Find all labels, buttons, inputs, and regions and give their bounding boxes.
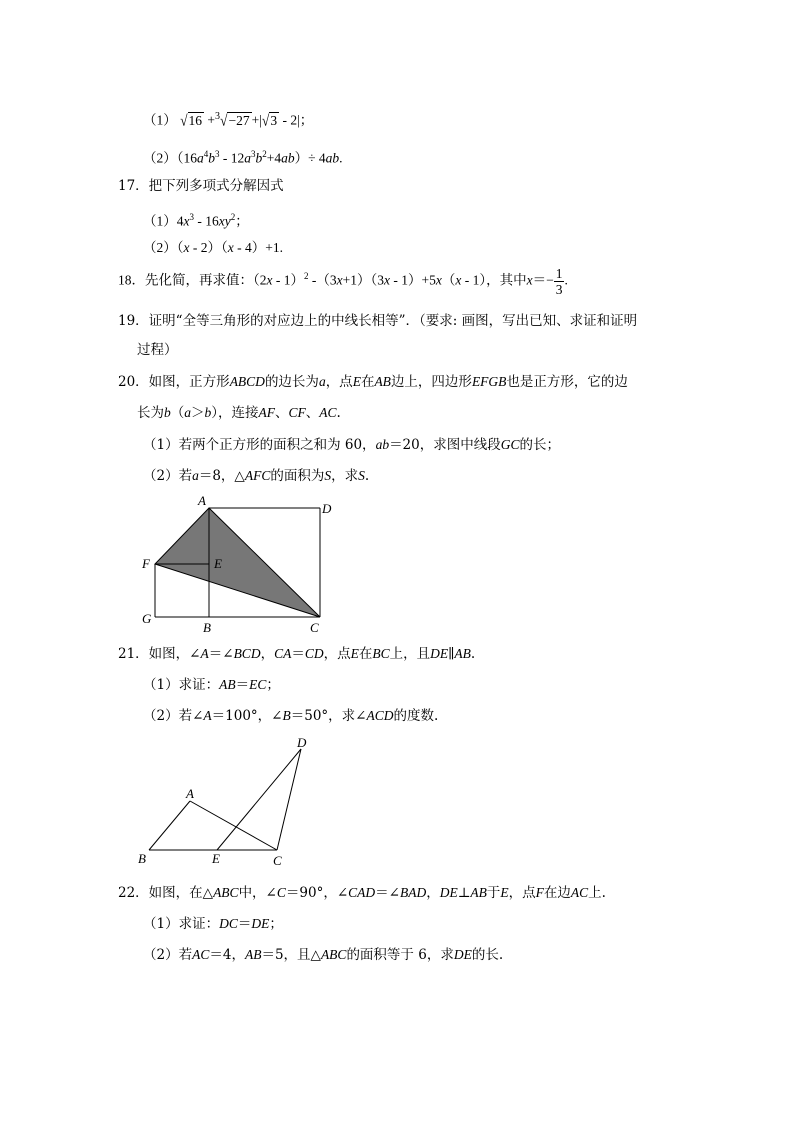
t: （1）求证：: [143, 916, 220, 932]
expr: .: [564, 272, 568, 288]
part-number: （2）（: [143, 240, 184, 255]
t: 在边: [543, 885, 571, 901]
part-number: （2）: [143, 150, 177, 166]
expr: - 1）+5: [390, 272, 436, 288]
v: CD: [304, 646, 324, 661]
t: 的面积为: [270, 468, 325, 484]
t: .: [336, 405, 341, 421]
frac-den: 3: [555, 282, 563, 297]
var: ab: [325, 150, 340, 166]
v: DE: [430, 646, 449, 661]
q16-part2: [143, 145, 343, 168]
t: ，: [260, 646, 275, 662]
expr: - 1），其中: [461, 272, 527, 288]
q16-part1: [143, 108, 313, 130]
t: （1）求证：: [143, 677, 220, 693]
segment-ac: [190, 801, 277, 850]
q17-part1: [143, 208, 249, 231]
v: AB: [244, 947, 262, 962]
fraction-one-third: [554, 266, 568, 297]
v: EFGB: [471, 374, 507, 389]
expr: - 4）+1.: [233, 240, 283, 255]
v: ABC: [213, 885, 239, 900]
t: 在: [360, 374, 375, 390]
t: （2）若: [143, 947, 193, 963]
expr: ）÷ 4: [294, 150, 326, 166]
t: ＝90°，∠: [285, 885, 349, 901]
part-number: （1）4: [143, 213, 184, 229]
v: ab: [375, 437, 390, 452]
label-a: A: [186, 786, 194, 801]
cuberoot-value: −27: [228, 112, 250, 128]
t: ＝100°，∠: [211, 708, 283, 724]
t: 20．如图，正方形: [118, 374, 230, 390]
v: DE: [251, 916, 270, 931]
t: ＝4，: [209, 947, 245, 963]
t: 21．如图，∠: [118, 646, 201, 662]
expr: ＝−: [532, 272, 554, 288]
expr: 18．先化简，再求值：（2: [118, 272, 267, 288]
q22-part1: [143, 915, 283, 933]
exp: 3: [215, 149, 220, 159]
t: ＝: [235, 677, 250, 693]
v: A: [203, 708, 212, 723]
v: ABC: [320, 947, 347, 962]
exp: 2: [230, 212, 236, 222]
var: x: [526, 272, 533, 288]
var: x: [455, 272, 462, 288]
t: 的长.: [471, 947, 504, 963]
abs-open: +|: [251, 112, 262, 128]
v: BAD: [399, 885, 427, 900]
t: 中，∠: [238, 885, 277, 901]
v: a: [192, 468, 199, 483]
exp: 3: [189, 212, 194, 222]
label-e: E: [212, 851, 220, 866]
v: BCD: [233, 646, 261, 661]
t: 的长；: [519, 437, 561, 453]
t: 上.: [588, 885, 606, 901]
t: ＞: [191, 405, 205, 421]
q21-part2: [143, 707, 438, 725]
label-c: C: [273, 853, 282, 868]
t: ；: [269, 916, 283, 932]
var: x: [183, 213, 190, 229]
q21-part1: [143, 676, 280, 694]
expr: - 12: [219, 150, 245, 166]
t: （: [170, 405, 185, 421]
t: ＝20，求图中线段: [389, 437, 501, 453]
sqrt-3: 3: [270, 112, 278, 128]
q20-part1: [143, 436, 560, 454]
v: DE: [439, 885, 458, 900]
plus-sign: +: [207, 112, 216, 128]
expr: +1）（3: [342, 272, 384, 288]
exp: 4: [203, 149, 209, 159]
t: 上，且: [389, 646, 431, 662]
t: ⊥: [457, 885, 471, 901]
q21-figure: [130, 732, 320, 872]
v: E: [352, 374, 361, 389]
v: DC: [219, 916, 238, 931]
var: x: [227, 240, 234, 255]
t: ＝: [291, 646, 305, 662]
t: 在: [358, 646, 373, 662]
expr: ；: [235, 213, 249, 229]
t: 、: [305, 405, 320, 421]
sqrt-16: 16: [188, 112, 203, 128]
label-e: E: [214, 556, 222, 571]
v: E: [350, 646, 359, 661]
v: AB: [454, 646, 471, 661]
sqrt-sign-2: √: [261, 111, 270, 129]
expr: -（3: [308, 272, 337, 288]
t: （2）若: [143, 468, 193, 484]
q18-line: [118, 266, 568, 297]
t: 22．如图，在△: [118, 885, 214, 901]
t: .: [364, 468, 370, 484]
sqrt-sign: √: [180, 111, 188, 129]
t: ＝8，△: [198, 468, 245, 484]
exp: 3: [251, 149, 256, 159]
segment-ba: [149, 801, 190, 850]
v: CF: [288, 405, 306, 420]
t: （2）若∠: [143, 708, 204, 724]
label-a: A: [198, 495, 206, 508]
var: x: [435, 272, 442, 288]
q22-line1: [118, 884, 606, 902]
t: 于: [486, 885, 501, 901]
v: a: [318, 374, 326, 389]
label-d: D: [297, 735, 307, 750]
v: AB: [470, 885, 487, 900]
shaded-triangle-afc: [155, 508, 320, 617]
t: 、: [275, 405, 289, 421]
var: x: [266, 272, 273, 288]
q17-title: 17．把下列多项式分解因式: [118, 178, 284, 194]
v: BC: [372, 646, 390, 661]
label-b: B: [203, 620, 211, 635]
q20-figure: [135, 495, 345, 640]
t: 也是正方形，它的边: [506, 374, 628, 390]
cuberoot-index: 3: [215, 111, 221, 122]
v: CA: [274, 646, 292, 661]
q20-part2: [143, 467, 369, 485]
v: ABCD: [229, 374, 265, 389]
var: ab: [281, 150, 295, 166]
v: ACD: [366, 708, 394, 723]
v: AC: [319, 405, 337, 420]
v: S: [324, 468, 332, 483]
v: F: [535, 885, 544, 900]
v: S: [358, 468, 365, 483]
exp: 2: [262, 149, 267, 159]
v: DE: [453, 947, 472, 962]
v: GC: [500, 437, 520, 452]
q22-part2: [143, 946, 503, 964]
t: （1）若两个正方形的面积之和为 60，: [143, 437, 376, 453]
v: AC: [570, 885, 589, 900]
cuberoot-sign: √: [220, 111, 228, 129]
v: AB: [219, 677, 236, 692]
v: b: [204, 405, 212, 420]
label-c: C: [310, 620, 319, 635]
t: 的面积等于 6，求: [346, 947, 454, 963]
q20-line1: [118, 373, 628, 391]
var: x: [384, 272, 390, 288]
v: AF: [258, 405, 275, 420]
t: ，: [426, 885, 440, 901]
label-d: D: [322, 501, 332, 516]
q19-line2: 过程）: [137, 342, 178, 358]
v: AB: [374, 374, 391, 389]
expr: （: [441, 272, 456, 288]
t: ＝∠: [208, 646, 234, 662]
v: EC: [249, 677, 267, 692]
v: b: [164, 405, 171, 420]
var: b: [208, 150, 215, 166]
t: ，点: [323, 646, 351, 662]
t: ∥: [448, 646, 455, 662]
t: ；: [266, 677, 280, 693]
v: AC: [192, 947, 210, 962]
var: a: [244, 150, 251, 166]
t: 的边长为: [264, 374, 319, 390]
frac-num: 1: [555, 266, 563, 281]
expr: - 1）: [272, 272, 304, 288]
v: C: [276, 885, 286, 900]
segment-ed: [217, 749, 301, 850]
tail: - 2|；: [279, 112, 314, 128]
v: CAD: [348, 885, 376, 900]
var: b: [255, 150, 263, 166]
q19-line1: 19．证明“全等三角形的对应边上的中线长相等”．（要求: 画图，写出已知、求证和证明: [118, 313, 638, 329]
q17-part2: [143, 239, 283, 257]
v: AFC: [244, 468, 271, 483]
t: ），连接: [211, 405, 259, 421]
var: x: [336, 272, 343, 288]
label-g: G: [142, 611, 152, 626]
part-number: （1）: [143, 112, 177, 128]
q21-line1: [118, 645, 475, 663]
v: a: [184, 405, 191, 420]
expr: .: [339, 150, 343, 166]
t: 边上，四边形: [390, 374, 472, 390]
expr: - 2）（: [189, 240, 228, 255]
exp: 2: [304, 271, 309, 282]
t: 的度数.: [393, 708, 439, 724]
t: ，求: [331, 468, 359, 484]
t: ＝50°，求∠: [290, 708, 367, 724]
t: ＝: [237, 916, 252, 932]
t: ＝∠: [375, 885, 400, 901]
v: E: [500, 885, 509, 900]
label-b: B: [138, 851, 146, 866]
var: a: [197, 150, 204, 166]
label-f: F: [142, 556, 150, 571]
t: .: [470, 646, 476, 662]
v: B: [282, 708, 291, 723]
var: xy: [218, 213, 231, 229]
t: ，点: [508, 885, 536, 901]
t: ＝5，且△: [261, 947, 321, 963]
q20-line2: [137, 404, 341, 422]
t: 长为: [137, 405, 164, 421]
var: x: [183, 240, 190, 255]
v: A: [200, 646, 209, 661]
expr: - 16: [194, 213, 219, 229]
expr: +4: [266, 150, 282, 166]
t: ，点: [325, 374, 353, 390]
expr: （16: [176, 150, 197, 166]
